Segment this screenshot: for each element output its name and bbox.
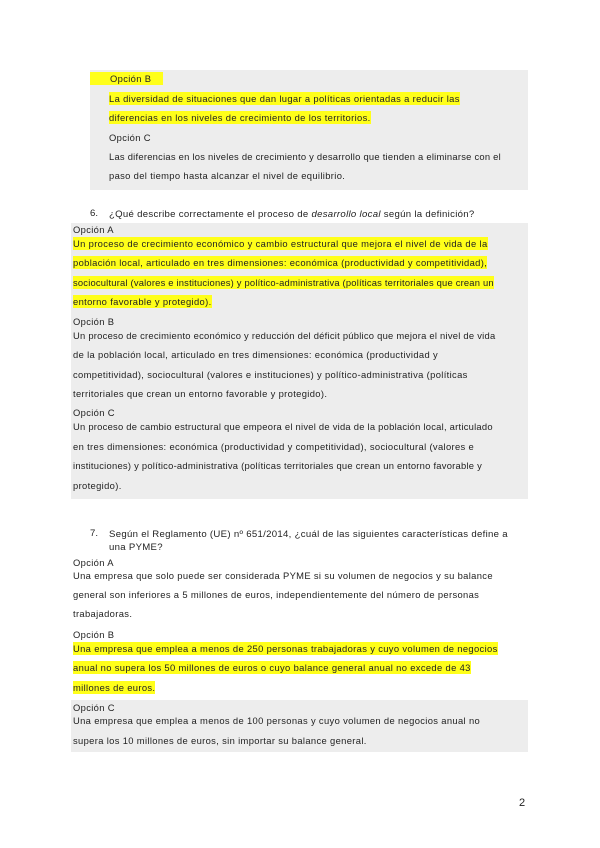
q6-optB-line-1: Un proceso de crecimiento económico y reducción del déficit público que mejora el nivel de vida xyxy=(73,330,496,341)
q6-optC-label: Opción C xyxy=(73,407,115,418)
q6-optA-line-1: Un proceso de crecimiento económico y cambio estructural que mejora el nivel de vida de la xyxy=(73,238,488,249)
q7-question-line-2: una PYME? xyxy=(109,542,163,553)
q5-optC-line-2: paso del tiempo hasta alcanzar el nivel de equilibrio. xyxy=(109,170,346,181)
q7-optA-line-3: trabajadoras. xyxy=(73,608,133,619)
q6-optB-line-4: territoriales que crean un entorno favorable y protegido). xyxy=(73,388,328,399)
q7-number: 7. xyxy=(90,528,99,539)
q7-question-line-1: Según el Reglamento (UE) nº 651/2014, ¿cuál de las siguientes características define a xyxy=(109,529,508,540)
q5-optB-line-1: La diversidad de situaciones que dan lugar a políticas orientadas a reducir las xyxy=(109,93,460,104)
q6-optB-label: Opción B xyxy=(73,316,115,327)
q7-optB-label: Opción B xyxy=(73,629,115,640)
q7-optB-line-2: anual no supera los 50 millones de euros o cuyo balance general anual no excede de 43 xyxy=(73,662,471,673)
q7-optB-line-1: Una empresa que emplea a menos de 250 personas trabajadoras y cuyo volumen de negocios xyxy=(73,643,498,654)
q7-optA-label: Opción A xyxy=(73,557,114,568)
q7-optA-line-1: Una empresa que solo puede ser considerada PYME si su volumen de negocios y su balance xyxy=(73,570,493,581)
page-number: 2 xyxy=(519,797,526,809)
q6-optA-line-2: población local, articulado en tres dimensiones: económica (productividad y competitividad), xyxy=(73,257,488,268)
q6-optB-line-2: de la población local, articulado en tres dimensiones: económica (productividad y xyxy=(73,349,438,360)
q6-optA-label: Opción A xyxy=(73,224,114,235)
q6-optC-line-2: en tres dimensiones: económica (productividad y competitividad), sociocultural (valores e xyxy=(73,441,475,452)
q6-optC-line-4: protegido). xyxy=(73,480,122,491)
q6-question: ¿Qué describe correctamente el proceso de desarrollo local según la definición? xyxy=(109,209,475,220)
q6-optB-line-3: competitividad), sociocultural (valores e instituciones) y político-administrativa (políticas xyxy=(73,369,468,380)
q7-optB-line-3: millones de euros. xyxy=(73,682,156,693)
q6-optA-line-3: sociocultural (valores e instituciones) y político-administrativa (políticas territoriales que crean un xyxy=(73,277,494,288)
q5-optC-label: Opción C xyxy=(109,132,151,143)
q6-optC-line-3: instituciones) y político-administrativa (políticas territoriales que crean un entorno favorable y xyxy=(73,460,483,471)
q5-optB-label: Opción B xyxy=(90,72,163,85)
q6-optC-line-1: Un proceso de cambio estructural que empeora el nivel de vida de la población local, articulado xyxy=(73,421,493,432)
q6-number: 6. xyxy=(90,208,99,219)
q7-optC-line-2: supera los 10 millones de euros, sin importar su balance general. xyxy=(73,735,367,746)
q7-optC-label: Opción C xyxy=(73,702,115,713)
q7-optA-line-2: general son inferiores a 5 millones de euros, independientemente del número de personas xyxy=(73,589,480,600)
q5-optC-line-1: Las diferencias en los niveles de crecimiento y desarrollo que tienden a eliminarse con el xyxy=(109,151,501,162)
q6-optA-line-4: entorno favorable y protegido). xyxy=(73,296,212,307)
q5-optB-line-2: diferencias en los niveles de crecimiento de los territorios. xyxy=(109,112,371,123)
q7-optC-line-1: Una empresa que emplea a menos de 100 personas y cuyo volumen de negocios anual no xyxy=(73,715,481,726)
